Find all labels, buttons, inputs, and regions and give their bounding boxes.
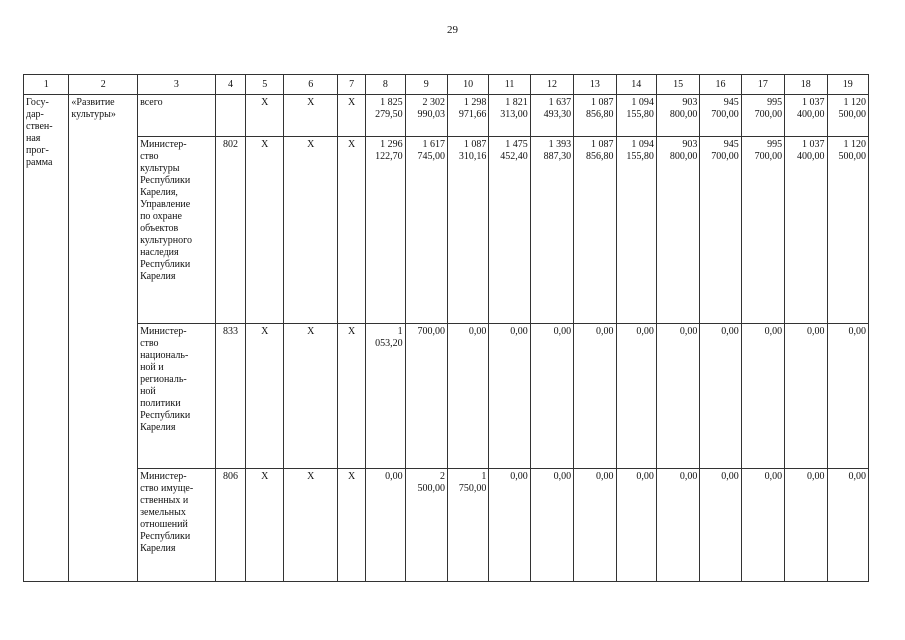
column-header: 14 — [616, 75, 656, 95]
column-header: 19 — [827, 75, 869, 95]
column-header: 2 — [69, 75, 138, 95]
value-cell: 1 637 493,30 — [530, 95, 573, 137]
value-cell: 2 302 990,03 — [405, 95, 447, 137]
executor-cell: всего — [138, 95, 216, 137]
value-cell: 903 800,00 — [656, 95, 699, 137]
column-header: 3 — [138, 75, 216, 95]
table-row — [24, 137, 869, 324]
x-cell: X — [284, 95, 338, 137]
x-cell: X — [284, 324, 338, 469]
column-header: 11 — [489, 75, 530, 95]
column-header: 6 — [284, 75, 338, 95]
value-cell: 2 500,00 — [405, 469, 447, 582]
code-cell: 833 — [215, 324, 245, 469]
value-cell: 0,00 — [785, 469, 827, 582]
value-cell: 1 475 452,40 — [489, 137, 530, 324]
value-cell: 1 617 745,00 — [405, 137, 447, 324]
header-row — [24, 75, 869, 95]
value-cell: 1 120 500,00 — [827, 95, 869, 137]
value-cell: 0,00 — [616, 469, 656, 582]
page-number: 29 — [447, 24, 458, 36]
x-cell: X — [337, 469, 365, 582]
column-header: 17 — [741, 75, 784, 95]
program-type: Госу- дар- ствен- ная прог- рамма — [26, 97, 53, 168]
value-cell: 1 037 400,00 — [785, 95, 827, 137]
column-header: 12 — [530, 75, 573, 95]
program-name-cell — [69, 95, 138, 582]
column-header: 9 — [405, 75, 447, 95]
x-cell: X — [337, 95, 365, 137]
x-cell: X — [284, 137, 338, 324]
value-cell: 0,00 — [656, 324, 699, 469]
value-cell: 0,00 — [785, 324, 827, 469]
value-cell: 0,00 — [574, 324, 616, 469]
value-cell: 0,00 — [827, 469, 869, 582]
code-cell: 806 — [215, 469, 245, 582]
value-cell: 1 053,20 — [366, 324, 405, 469]
x-cell: X — [246, 137, 284, 324]
x-cell: X — [246, 95, 284, 137]
value-cell: 903 800,00 — [656, 137, 699, 324]
value-cell: 0,00 — [700, 469, 741, 582]
executor-cell: Министер- ство культуры Республики Карелия, Управление по охране объектов культурного наследия Республики Карелия — [138, 137, 216, 324]
value-cell: 1 094 155,80 — [616, 137, 656, 324]
budget-table — [23, 74, 869, 582]
column-header: 1 — [24, 75, 69, 95]
column-header: 4 — [215, 75, 245, 95]
value-cell: 0,00 — [530, 469, 573, 582]
value-cell: 700,00 — [405, 324, 447, 469]
value-cell: 0,00 — [700, 324, 741, 469]
x-cell: X — [246, 469, 284, 582]
value-cell: 1 821 313,00 — [489, 95, 530, 137]
x-cell: X — [284, 469, 338, 582]
table-row — [24, 469, 869, 582]
value-cell: 1 393 887,30 — [530, 137, 573, 324]
value-cell: 1 825 279,50 — [366, 95, 405, 137]
value-cell: 0,00 — [656, 469, 699, 582]
column-header: 7 — [337, 75, 365, 95]
value-cell: 0,00 — [530, 324, 573, 469]
x-cell: X — [246, 324, 284, 469]
table-row — [24, 95, 869, 137]
code-cell: 802 — [215, 137, 245, 324]
column-header: 15 — [656, 75, 699, 95]
value-cell: 0,00 — [489, 324, 530, 469]
value-cell: 945 700,00 — [700, 137, 741, 324]
program-type-cell — [24, 95, 69, 582]
value-cell: 1 087 856,80 — [574, 137, 616, 324]
value-cell: 1 094 155,80 — [616, 95, 656, 137]
value-cell: 0,00 — [574, 469, 616, 582]
column-header: 10 — [447, 75, 488, 95]
value-cell: 0,00 — [827, 324, 869, 469]
executor-cell: Министер- ство националь- ной и региональ- ной политики Республики Карелия — [138, 324, 216, 469]
value-cell: 995 700,00 — [741, 137, 784, 324]
column-header: 13 — [574, 75, 616, 95]
column-header: 16 — [700, 75, 741, 95]
value-cell: 945 700,00 — [700, 95, 741, 137]
value-cell: 1 750,00 — [447, 469, 488, 582]
value-cell: 0,00 — [366, 469, 405, 582]
column-header: 18 — [785, 75, 827, 95]
value-cell: 0,00 — [741, 324, 784, 469]
program-name: «Развитие культуры» — [71, 97, 116, 120]
value-cell: 1 120 500,00 — [827, 137, 869, 324]
value-cell: 0,00 — [741, 469, 784, 582]
value-cell: 1 296 122,70 — [366, 137, 405, 324]
value-cell: 995 700,00 — [741, 95, 784, 137]
x-cell: X — [337, 324, 365, 469]
value-cell: 0,00 — [489, 469, 530, 582]
value-cell: 1 298 971,66 — [447, 95, 488, 137]
value-cell: 0,00 — [447, 324, 488, 469]
table-row — [24, 324, 869, 469]
value-cell: 1 037 400,00 — [785, 137, 827, 324]
executor-cell: Министер- ство имуще- ственных и земельных отношений Республики Карелия — [138, 469, 216, 582]
value-cell: 1 087 310,16 — [447, 137, 488, 324]
x-cell: X — [337, 137, 365, 324]
code-cell — [215, 95, 245, 137]
column-header: 8 — [366, 75, 405, 95]
value-cell: 1 087 856,80 — [574, 95, 616, 137]
column-header: 5 — [246, 75, 284, 95]
value-cell: 0,00 — [616, 324, 656, 469]
